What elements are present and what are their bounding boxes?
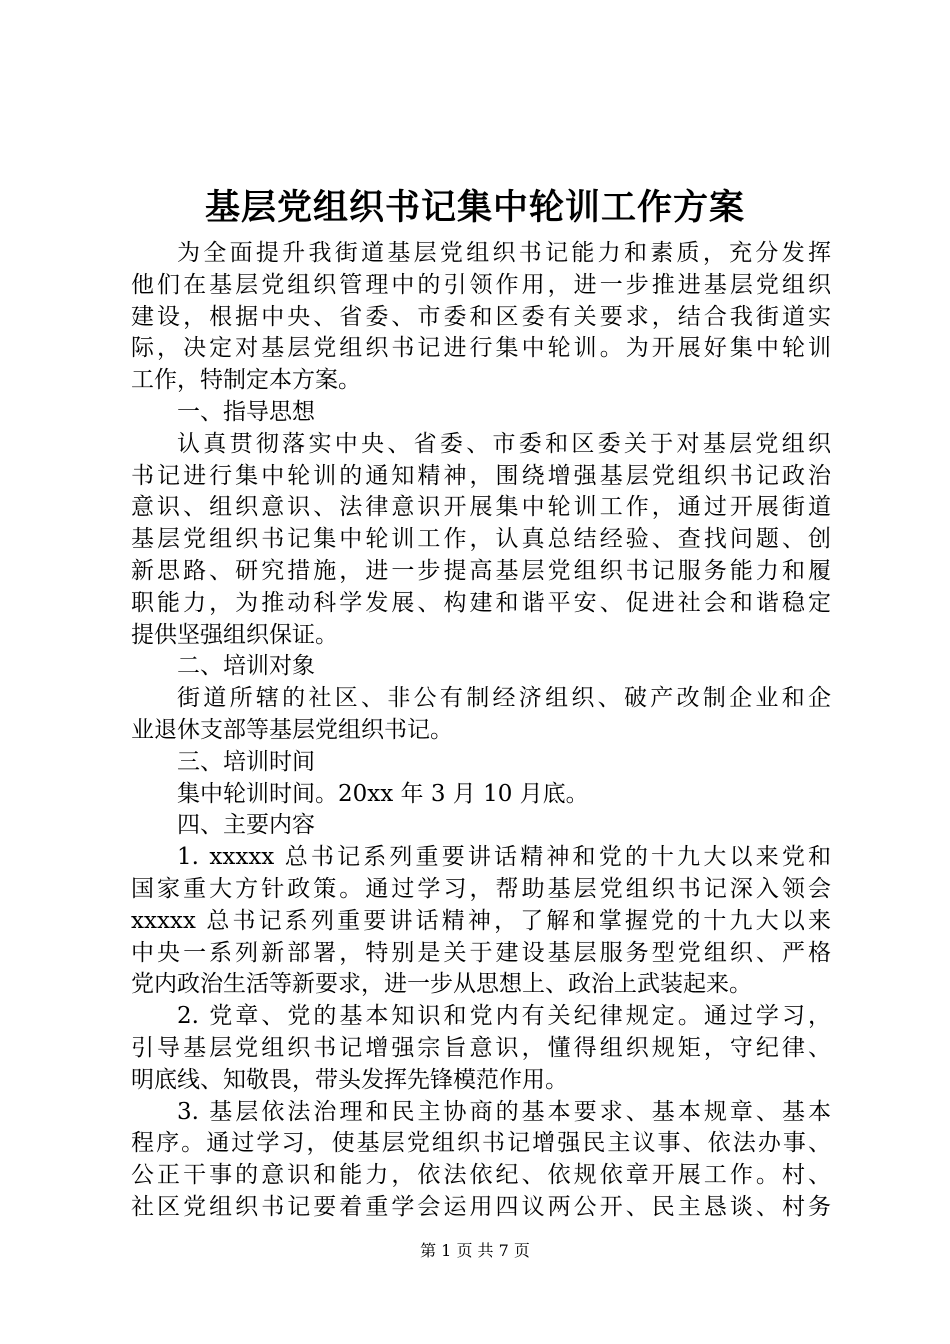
text-line: 社区党组织书记要着重学会运用四议两公开、民主恳谈、村务 [131,1193,831,1220]
text-line: 四、主要内容 [177,812,315,839]
text-line: 建设，根据中央、省委、市委和区委有关要求，结合我街道实 [131,303,831,330]
text-line: 国家重大方针政策。通过学习，帮助基层党组织书记深入领会 [131,875,831,902]
text-line: 基层党组织书记集中轮训工作，认真总结经验、查找问题、创 [131,526,831,553]
text-line: 一、指导思想 [177,398,315,425]
page-footer: 第 1 页 共 7 页 [420,1241,530,1260]
text-line: 3. 基层依法治理和民主协商的基本要求、基本规章、基本 [177,1098,831,1125]
text-line: 1. xxxxx 总书记系列重要讲话精神和党的十九大以来党和 [177,844,831,871]
text-line: 业退休支部等基层党组织书记。 [131,716,453,743]
text-line: 中央一系列新部署，特别是关于建设基层服务型党组织、严格 [131,939,831,966]
text-line: 程序。通过学习，使基层党组织书记增强民主议事、依法办事、 [131,1130,831,1157]
text-line: 提供坚强组织保证。 [131,621,338,648]
text-line: 意识、组织意识、法律意识开展集中轮训工作，通过开展街道 [131,494,831,521]
text-line: 公正干事的意识和能力，依法依纪、依规依章开展工作。村、 [131,1162,831,1189]
text-line: 二、培训对象 [177,653,315,680]
text-line: 工作，特制定本方案。 [131,367,361,394]
text-line: 际，决定对基层党组织书记进行集中轮训。为开展好集中轮训 [131,335,831,362]
text-line: 职能力，为推动科学发展、构建和谐平安、促进社会和谐稳定 [131,589,831,616]
text-line: 他们在基层党组织管理中的引领作用，进一步推进基层党组织 [131,271,831,298]
text-line: 三、培训时间 [177,748,315,775]
text-line: 党内政治生活等新要求，进一步从思想上、政治上武装起来。 [131,971,752,998]
text-line: 2. 党章、党的基本知识和党内有关纪律规定。通过学习， [177,1003,831,1030]
document-title: 基层党组织书记集中轮训工作方案 [204,187,745,228]
document-body [131,238,831,1224]
text-line: 新思路、研究措施，进一步提高基层党组织书记服务能力和履 [131,557,831,584]
text-line: 明底线、知敬畏，带头发挥先锋模范作用。 [131,1066,568,1093]
text-line: 引导基层党组织书记增强宗旨意识，懂得组织规矩，守纪律、 [131,1034,831,1061]
text-line: 街道所辖的社区、非公有制经济组织、破产改制企业和企 [177,685,831,712]
text-line: 书记进行集中轮训的通知精神，围绕增强基层党组织书记政治 [131,462,831,489]
text-line: xxxxx 总书记系列重要讲话精神，了解和掌握党的十九大以来 [131,907,831,934]
text-line: 认真贯彻落实中央、省委、市委和区委关于对基层党组织 [177,430,831,457]
text-line: 为全面提升我街道基层党组织书记能力和素质，充分发挥 [177,240,831,266]
text-line: 集中轮训时间。20xx 年 3 月 10 月底。 [177,780,589,807]
